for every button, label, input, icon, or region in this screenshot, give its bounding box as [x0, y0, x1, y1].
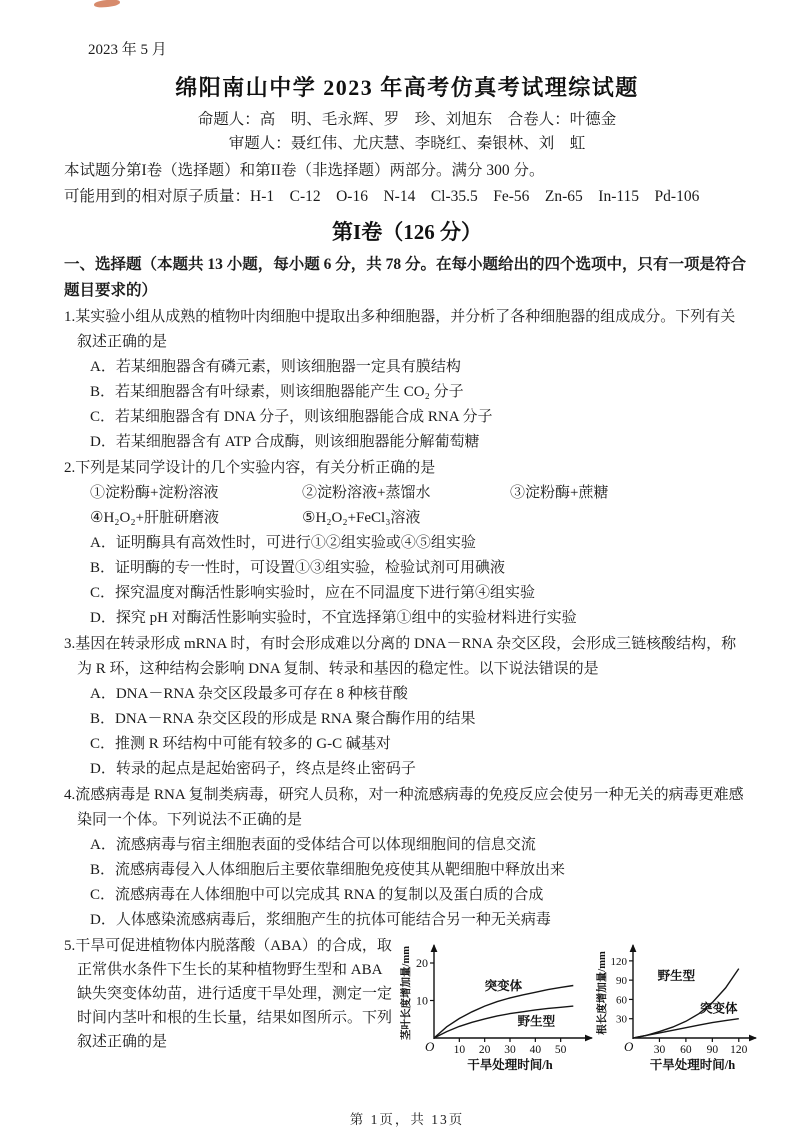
question-4-option-C: C．流感病毒在人体细胞中可以完成其 RNA 的复制以及蛋白质的合成 — [90, 887, 544, 903]
question-5-figures — [400, 940, 760, 1074]
x-tick-label: 90 — [706, 1044, 719, 1056]
chart-svg-stem-leaf-growth — [400, 940, 596, 1074]
question-2-option-D: D．探究 pH 对酶活性影响实验时，不宜选择第①组中的实验材料进行实验 — [90, 610, 577, 626]
question-1-stem: 1.某实验小组从成熟的植物叶肉细胞中提取出多种细胞器，并分析了各种细胞器的组成成分。下列有关叙述正确的是 — [64, 309, 736, 350]
y-axis-arrow-icon — [630, 944, 637, 952]
experiment-item: ③淀粉酶+蔗糖 — [510, 485, 609, 501]
section-title: 一、选择题（本题共 13 小题，每小题 6 分，共 78 分。在每小题给出的四个选项中，只有一项是符合题目要求的） — [64, 256, 747, 299]
experiment-item: ①淀粉酶+淀粉溶液 — [90, 485, 219, 501]
exam-structure-note: 本试题分第I卷（选择题）和第II卷（非选择题）两部分。满分 300 分。 — [64, 162, 545, 179]
y-axis-label: 根长度增加量/mm — [597, 951, 608, 1035]
question-3-option-D: D．转录的起点是起始密码子，终点是终止密码子 — [90, 761, 416, 777]
y-tick-label: 20 — [416, 956, 428, 970]
page-title: 绵阳南山中学 2023 年高考仿真考试理综试题 — [175, 75, 639, 100]
experiment-item: ④H₂O₂+肝脏研磨液 — [90, 510, 220, 526]
question-1 — [64, 305, 750, 455]
x-tick-label: 30 — [504, 1044, 516, 1056]
question-4-option-A: A．流感病毒与宿主细胞表面的受体结合可以体现细胞间的信息交流 — [90, 837, 536, 853]
question-1-option-C: C．若某细胞器含有 DNA 分子，则该细胞器能合成 RNA 分子 — [90, 409, 493, 425]
question-3 — [64, 632, 750, 782]
question-2 — [64, 456, 750, 631]
question-5-text — [64, 934, 396, 1054]
y-tick-label: 90 — [616, 975, 627, 988]
question-1-option-A: A．若某细胞器含有磷元素，则该细胞器一定具有膜结构 — [90, 359, 461, 375]
experiment-item: ②淀粉溶液+蒸馏水 — [302, 485, 431, 501]
chart-stem-leaf-growth — [400, 940, 596, 1074]
y-tick-label: 60 — [616, 994, 627, 1007]
chart-svg-root-growth — [596, 940, 760, 1074]
question-5-stem: 5.干旱可促进植物体内脱落酸（ABA）的合成，取正常供水条件下生长的某种植物野生型和 ABA 缺失突变体幼苗，进行适度干旱处理，测定一定时间内茎叶和根的生长量，结果如图所示。下列叙述正确的是 — [64, 938, 393, 1050]
question-3-option-B: B．DNA－RNA 杂交区段的形成是 RNA 聚合酶作用的结果 — [90, 711, 476, 727]
chart-root-growth — [596, 940, 760, 1074]
question-2-option-B: B．证明酶的专一性时，可设置①③组实验，检验试剂可用碘液 — [90, 560, 506, 576]
y-tick-label: 120 — [610, 955, 627, 968]
series-label-mutant: 突变体 — [699, 1001, 738, 1016]
question-3-option-A: A．DNA－RNA 杂交区段最多可存在 8 种核苷酸 — [90, 686, 408, 702]
question-2-option-C: C．探究温度对酶活性影响实验时，应在不同温度下进行第④组实验 — [90, 585, 536, 601]
y-tick-label: 30 — [616, 1013, 627, 1026]
question-3-option-C: C．推测 R 环结构中可能有较多的 G-C 碱基对 — [90, 736, 391, 752]
origin-label: O — [624, 1039, 634, 1054]
experiment-items-row — [64, 481, 750, 506]
experiment-item: ⑤H₂O₂+FeCl₃溶液 — [302, 510, 421, 526]
series-label-mutant: 突变体 — [484, 979, 523, 993]
x-tick-label: 40 — [529, 1044, 542, 1056]
x-tick-label: 30 — [653, 1044, 666, 1056]
x-axis-label: 干旱处理时间/h — [649, 1058, 736, 1072]
question-4-option-D: D．人体感染流感病毒后，浆细胞产生的抗体可能结合另一种无关病毒 — [90, 912, 551, 928]
y-axis-arrow-icon — [431, 944, 438, 952]
authors-line-proposers: 命题人：高 明、毛永辉、罗 珍、刘旭东 合卷人：叶德金 — [197, 111, 617, 128]
x-axis-arrow-icon — [585, 1035, 593, 1042]
x-tick-label: 60 — [680, 1044, 692, 1056]
question-4 — [64, 783, 750, 933]
part-title: 第I卷（126 分） — [332, 220, 482, 244]
question-3-stem: 3.基因在转录形成 mRNA 时，有时会形成难以分离的 DNA－RNA 杂交区段，会形成三链核酸结构，称为 R 环，这种结构会影响 DNA 复制、转录和基因的稳定性。以下说法错误的是 — [64, 636, 737, 677]
questions — [64, 305, 750, 1074]
authors-block — [64, 108, 750, 156]
question-4-stem: 4.流感病毒是 RNA 复制类病毒，研究人员称，对一种流感病毒的免疫反应会使另一种无关的病毒更难感染同一个体。下列说法不正确的是 — [64, 787, 744, 828]
origin-label: O — [425, 1039, 435, 1054]
x-axis-arrow-icon — [749, 1035, 757, 1042]
x-tick-label: 50 — [554, 1044, 567, 1056]
x-axis-label: 干旱处理时间/h — [467, 1058, 553, 1072]
question-1-option-D: D．若某细胞器含有 ATP 合成酶，则该细胞器能分解葡萄糖 — [90, 434, 480, 450]
x-tick-label: 20 — [478, 1044, 491, 1056]
x-tick-label: 120 — [730, 1044, 748, 1056]
series-label-wild-type: 野生型 — [517, 1014, 556, 1029]
question-1-option-B: B．若某细胞器含有叶绿素，则该细胞器能产生 CO₂ 分子 — [90, 384, 464, 400]
page-number: 第 1页，共 13页 — [349, 1112, 465, 1127]
question-2-option-A: A．证明酶具有高效性时，可进行①②组实验或④⑤组实验 — [90, 535, 476, 551]
x-tick-label: 10 — [453, 1044, 466, 1056]
y-axis-label: 茎叶长度增加量/mm — [401, 946, 412, 1040]
y-tick-label: 10 — [416, 993, 428, 1008]
question-5 — [64, 934, 750, 1074]
page-date: 2023 年 5 月 — [88, 42, 167, 58]
authors-line-reviewers: 审题人：聂红伟、尤庆慧、李晓红、秦银林、刘 虹 — [228, 135, 586, 152]
series-curve-mutant — [434, 986, 573, 1039]
question-4-option-B: B．流感病毒侵入人体细胞后主要依靠细胞免疫使其从靶细胞中释放出来 — [90, 862, 566, 878]
series-label-wild-type: 野生型 — [657, 969, 696, 984]
atomic-mass-note: 可能用到的相对原子质量：H-1 C-12 O-16 N-14 Cl-35.5 Fe-56 Zn-65 In-115 Pd-106 — [64, 188, 700, 205]
question-2-stem: 2.下列是某同学设计的几个实验内容，有关分析正确的是 — [64, 460, 436, 476]
experiment-items-row — [64, 506, 750, 531]
